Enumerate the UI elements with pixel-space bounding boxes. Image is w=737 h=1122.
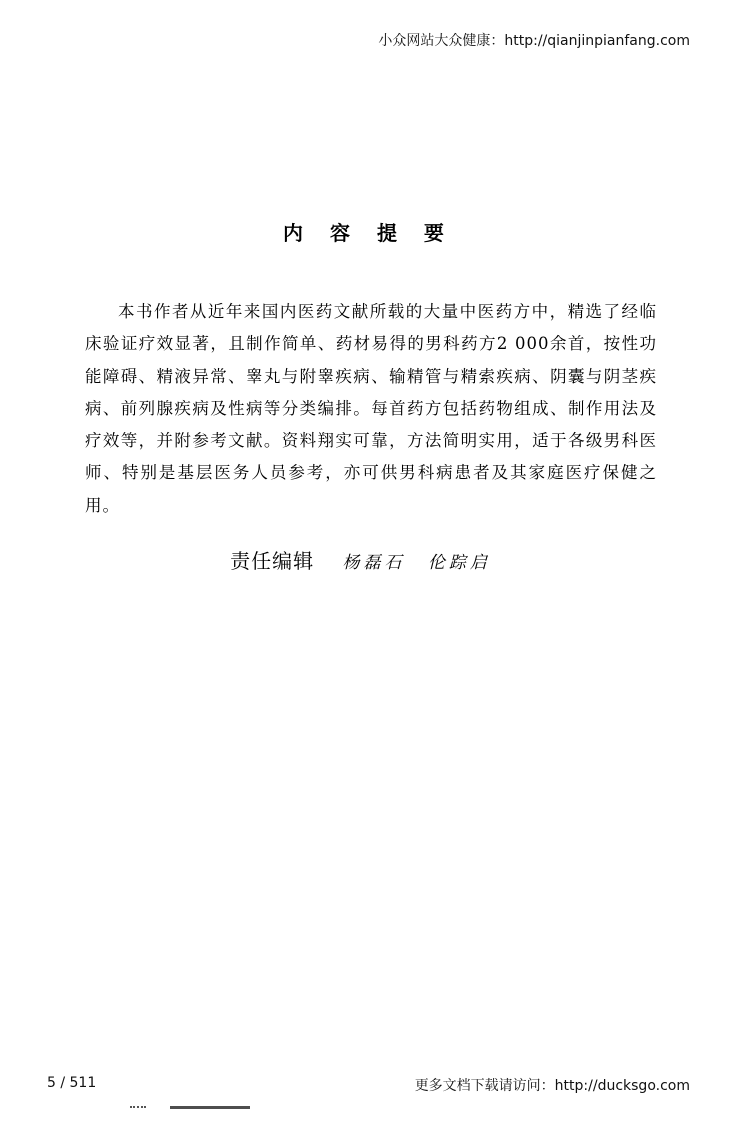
editor-name: 杨磊石 [342,553,406,573]
page-title: 内 容 提 要 [283,221,454,246]
scan-artifact [170,1106,250,1109]
editor-name: 伦踪启 [427,553,491,573]
scan-artifact [130,1106,146,1110]
editors-label: 责任编辑 [230,549,315,573]
footer-download-note: 更多文档下载请访问：http://ducksgo.com [414,1078,690,1094]
abstract-paragraph: 本书作者从近年来国内医药文献所载的大量中医药方中，精选了经临床验证疗效显著，且制作简单、药材易得的男科药方2 000余首，按性功能障碍、精液异常、睾丸与附睾疾病、输精管与精索疾病、阴囊与阴茎疾病、前列腺疾病及性病等分类编排。每首药方包括药物组成、制作用法及疗效等，并附参考文献。资料翔实可靠，方法简明实用，适于各级男科医师、特别是基层医务人员参考，亦可供男科病患者及其家庭医疗保健之用。 [85,302,657,515]
header-site-note: 小众网站大众健康：http://qianjinpianfang.com [378,33,690,49]
responsible-editors [0,545,737,574]
page-number: 5 / 511 [47,1075,97,1091]
